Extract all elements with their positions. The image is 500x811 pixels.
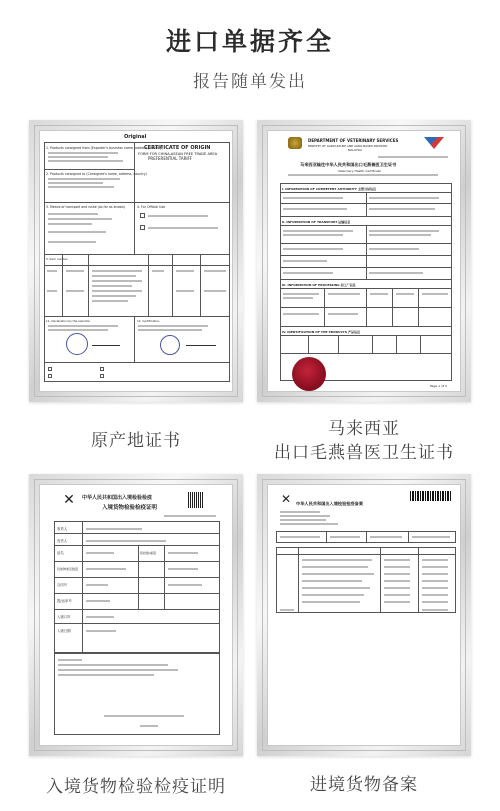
doc-section: 1. Products consigned from (Exporter's business name, address, country) [46, 146, 164, 150]
doc-section: 5. Item number [46, 257, 68, 261]
page-title: 进口单据齐全 [165, 27, 334, 56]
table-row-label: 品名 [57, 551, 64, 555]
malaysia-crest-icon [288, 137, 302, 149]
certificate-of-origin-document [39, 130, 233, 392]
doc-section: 4. For Official Use [137, 205, 166, 209]
certificate-of-origin-caption: 原产地证书 [91, 431, 181, 451]
doc-header: DEPARTMENT OF VETERINARY SERVICES [308, 138, 399, 143]
doc-header: 中华人民共和国出入境检验检疫 [82, 495, 153, 501]
ciq-emblem-icon: ✕ [280, 492, 292, 506]
signature [92, 345, 120, 346]
veterinary-certificate-caption-line1: 马来西亚 [328, 419, 400, 439]
inspection-certificate-caption: 入境货物检验检疫证明 [46, 777, 226, 797]
table-row-label: 入境口岸 [57, 615, 71, 619]
doc-title: 马来西亚输往中华人民共和国出口毛燕兽医卫生证书 [300, 162, 397, 167]
doc-section: 11. Declaration by the exporter [46, 319, 91, 323]
table-row-label: 包装种类及数量 [57, 567, 79, 571]
certificate-of-origin-frame[interactable] [29, 120, 243, 402]
import-filing-frame[interactable] [257, 474, 471, 756]
doc-country: MALAYSIA [348, 148, 362, 152]
table-row-label: 报检数/重量 [140, 551, 157, 555]
doc-section: 2. Products consigned to (Consignee's name, address, country) [46, 172, 147, 176]
veterinary-certificate-caption-line2: 出口毛燕兽医卫生证书 [274, 443, 454, 463]
doc-section: III. INFORMATION OF PROCESSING 加工厂信息 [282, 283, 356, 287]
inspection-certificate-document [39, 484, 233, 746]
official-stamp [66, 333, 88, 355]
dvs-logo-icon [424, 137, 444, 149]
signature [186, 345, 216, 346]
page-subtitle: 报告随单发出 [193, 72, 307, 92]
veterinary-certificate-document [267, 130, 461, 392]
doc-section: II. INFORMATION OF TRANSPORT 运输信息 [282, 220, 351, 224]
table-row-label: 提/运单号 [57, 599, 72, 603]
doc-title-line: PREFERENTIAL TARIFF [148, 156, 193, 161]
page-number: Page 1 of 4 [430, 384, 447, 388]
doc-title: 中华人民共和国出入境检验检疫备案 [296, 501, 364, 506]
table-row-label: 收货人 [57, 527, 68, 531]
doc-section: I. INFORMATION OF COMPETENT AUTHORITY 主管当局信息 [282, 187, 376, 191]
qr-code-icon [188, 492, 204, 508]
import-filing-document [267, 484, 461, 746]
doc-subheader: MINISTRY OF AGRICULTURE AND AGRO-BASED INDUSTRY [308, 144, 388, 148]
official-stamp [160, 335, 180, 355]
doc-section: 3. Means of transport and route (as far as known) [46, 205, 126, 209]
doc-section: IV. IDENTIFICATION OF THE PRODUCTS 产品信息 [282, 330, 361, 334]
doc-title-en: Veterinary Health Certificate [338, 169, 381, 173]
table-row-label: 合同号 [57, 583, 68, 587]
table-row-label: 入境日期 [57, 629, 71, 633]
import-filing-caption: 进境货物备案 [310, 775, 418, 795]
barcode-icon [410, 491, 452, 501]
doc-title-line: CERTIFICATE OF ORIGIN [144, 145, 211, 151]
veterinary-certificate-frame[interactable] [257, 120, 471, 402]
ciq-emblem-icon: ✕ [63, 492, 75, 508]
doc-title-line: FORM FOR CHINA-ASEAN FREE TRADE AREA [138, 152, 218, 156]
inspection-certificate-frame[interactable] [29, 474, 243, 756]
doc-header: Original [124, 134, 147, 140]
table-row-label: 发货人 [57, 539, 68, 543]
doc-title: 入境货物检验检疫证明 [102, 505, 158, 511]
red-wax-seal [292, 357, 326, 391]
doc-section: 12. Certification [137, 319, 160, 323]
